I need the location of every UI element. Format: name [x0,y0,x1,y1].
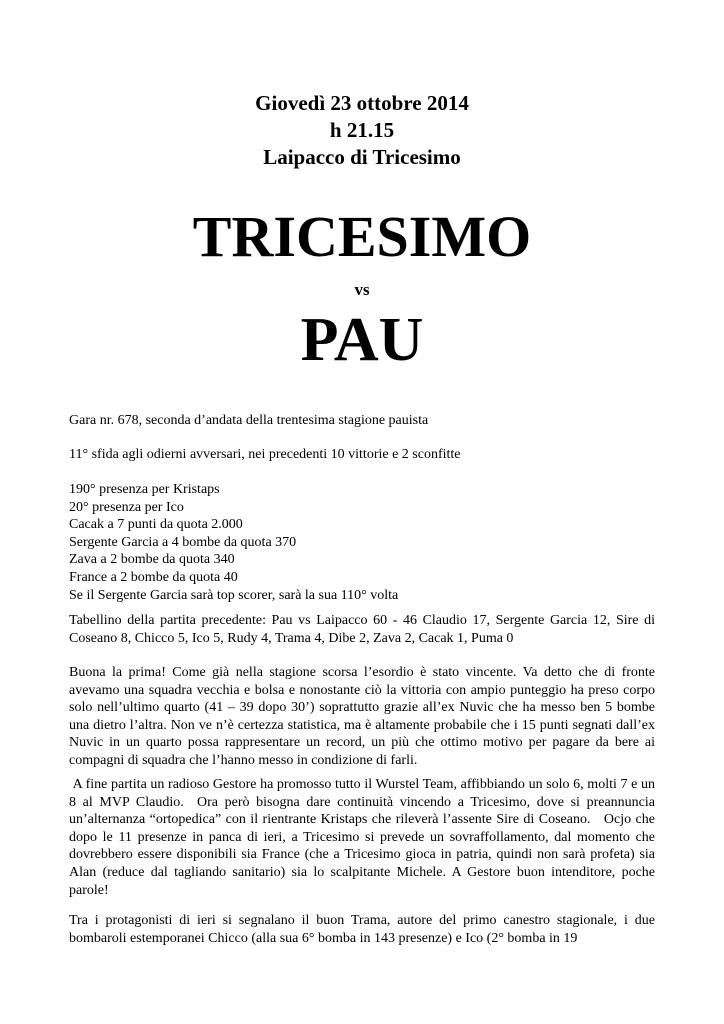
milestone-item: 190° presenza per Kristaps [69,482,220,497]
paragraph-text: Tra i protagonisti di ieri si segnalano il buon Trama, autore del primo canestro stagionale, i due bombaroli estemporanei Chicco (alla sua 6° bomba in 143 presenze) e Ico (2° bomba in 19 [69,913,655,946]
report-paragraph-1 [69,664,655,770]
milestone-item: 20° presenza per Ico [69,499,184,515]
game-number-line [69,412,655,430]
previous-game-boxscore [69,612,655,647]
milestone-item: Sergente Garcia a 4 bombe da quota 370 [69,534,297,550]
paragraph-text: A fine partita un radioso Gestore ha promosso tutto il Wurstel Team, affibbiando un solo 6, molti 7 e un 8 al MVP Claudio. Ora però bisogna dare continuità vincendo a Tricesimo, dove si preannuncia un’alternanza “ortopedica” con il rientrante Kristaps che rileverà l’assente Sire di Coseano. Ocjo che dopo le 11 presenze in panca di ieri, a Tricesimo si prevede un sovraffollamento, dal momento che dovrebbero essere disponibili sia France (che a Tricesimo gioca in patria, quindi non sarà profeta) sia Alan (reduce dal tagliando sanitario) sia lo scalpitante Michele. A Gestore buon intenditore, poche parole! [69,777,659,898]
sfida-text: 11° sfida agli odierni avversari, nei precedenti 10 vittorie e 2 sconfitte [69,447,461,462]
report-paragraph-3 [69,912,655,947]
gara-text: Gara nr. 678, seconda d’andata della trentesima stagione pauista [69,413,429,428]
milestone-item: Zava a 2 bombe da quota 340 [69,552,235,568]
versus-label: vs [354,280,370,299]
match-date: Giovedì 23 ottobre 2014 [255,91,469,115]
home-team-title: TRICESIMO [192,204,532,269]
report-paragraph-2 [69,776,659,899]
match-header [0,90,724,171]
away-team-title: PAU [300,306,424,374]
head-to-head-line [69,446,655,464]
paragraph-text: Buona la prima! Come già nella stagione scorsa l’esordio è stato vincente. Va detto che di fronte avevamo una squadra vecchia e bolsa e nonostante ciò la vittoria con ampio punteggio ha preso corpo solo nell’ultimo quarto (41 – 39 dopo 30’) soprattutto grazie all’ex Nuvic che ha messo ben 5 bombe una dietro l’altra. Non ve n’è certezza statistica, ma è altamente probabile che i 15 punti segnati dall’ex Nuvic in un quarto possa rappresentare un record, un più che ottimo motivo per pagare da bere ai compagni di squadra che l’hanno messo in condizione di farli. [69,665,655,768]
match-venue: Laipacco di Tricesimo [263,145,461,169]
milestone-item: France a 2 bombe da quota 40 [69,569,238,585]
tabellino-text: Tabellino della partita precedente: Pau vs Laipacco 60 - 46 Claudio 17, Sergente Garcia 12, Sire di Coseano 8, Chicco 5, Ico 5, Rudy 4, Trama 4, Dibe 2, Zava 2, Cacak 1, Puma 0 [69,613,655,646]
milestones-list [69,481,655,604]
milestone-item: Cacak a 7 punti da quota 2.000 [69,517,243,533]
match-time: h 21.15 [329,118,395,142]
milestone-item: Se il Sergente Garcia sarà top scorer, sarà la sua 110° volta [69,587,399,603]
